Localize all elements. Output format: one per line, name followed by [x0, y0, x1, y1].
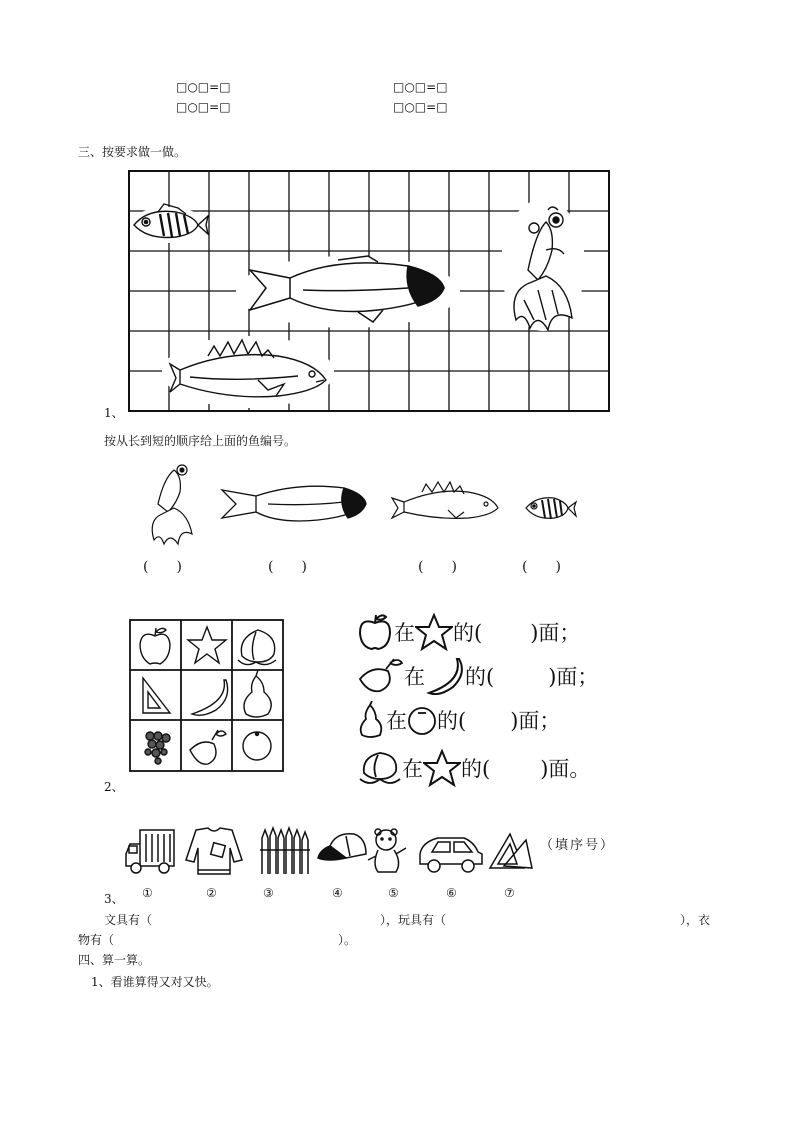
- order-blank-4[interactable]: ( ): [522, 559, 561, 575]
- triangle-ruler-icon: [143, 678, 170, 713]
- fish-grid: [128, 170, 610, 412]
- teddy-bear-icon: [368, 829, 406, 872]
- crayons-icon: [260, 828, 310, 874]
- item-number-2: ②: [206, 886, 217, 900]
- zai-text: 在: [404, 665, 425, 689]
- cap-icon: [318, 834, 366, 860]
- q3-label: 3、: [104, 892, 124, 906]
- orange-icon: [243, 732, 271, 760]
- toys-label: ），玩具有（: [380, 913, 447, 927]
- item-number-1: ①: [142, 886, 153, 900]
- q3-hint: （填序号）: [540, 838, 616, 853]
- orange-icon: [407, 701, 437, 739]
- peach-icon: [356, 749, 402, 787]
- apple-icon: [356, 613, 394, 651]
- set-square-icon: [490, 834, 532, 868]
- clothes-label-start: 物有（: [78, 933, 115, 947]
- sweater-icon: [186, 828, 242, 874]
- star-icon: [415, 613, 453, 651]
- spiny-fish-icon: [392, 482, 498, 518]
- q1-instruction: 按从长到短的顺序给上面的鱼编号。: [104, 434, 297, 448]
- zai-text: 在: [394, 621, 415, 645]
- long-fish-icon: [222, 486, 366, 521]
- banana-icon: [192, 680, 228, 715]
- equation-right-1: □○□=□: [393, 80, 448, 94]
- goldfish-icon: [152, 465, 192, 544]
- item-number-5: ⑤: [388, 886, 399, 900]
- sentence-3: [356, 700, 560, 740]
- pear-icon: [356, 701, 386, 739]
- fruit-grid: [128, 618, 286, 774]
- zai-text: 在: [402, 757, 423, 781]
- sentence-4: [356, 748, 590, 788]
- equation-right-2: □○□=□: [393, 100, 448, 114]
- apple-icon: [140, 628, 170, 664]
- truck-icon: [126, 830, 174, 873]
- end-text: )面；: [510, 709, 561, 733]
- star-icon: [188, 627, 226, 663]
- order-blank-2[interactable]: ( ): [268, 559, 307, 575]
- star-icon: [423, 749, 461, 787]
- stationery-label: 文具有（: [104, 913, 153, 927]
- clothes-label-end: ），衣: [680, 913, 711, 927]
- car-icon: [420, 838, 482, 872]
- sentence-2: [356, 656, 598, 696]
- section4-q1: 1、看谁算得又对又快。: [91, 975, 219, 989]
- mango-icon: [356, 657, 404, 695]
- de-text: 的(: [465, 665, 495, 689]
- position-sentences: [356, 612, 618, 792]
- items-row: [124, 824, 534, 880]
- item-number-4: ④: [332, 886, 343, 900]
- end-text: )面。: [540, 757, 591, 781]
- de-text: 的(: [453, 621, 483, 645]
- section4-title: 四、算一算。: [78, 953, 151, 967]
- peach-icon: [238, 630, 276, 665]
- section3-title: 三、按要求做一做。: [78, 145, 187, 159]
- item-number-6: ⑥: [446, 886, 457, 900]
- order-blank-3[interactable]: ( ): [418, 559, 457, 575]
- fish-order-row: [148, 458, 588, 548]
- q2-label: 2、: [104, 780, 124, 794]
- sentence-1: [356, 612, 580, 652]
- small-fish-icon: [526, 498, 576, 519]
- equation-left-2: □○□=□: [176, 100, 231, 114]
- equation-left-1: □○□=□: [176, 80, 231, 94]
- de-text: 的(: [437, 709, 467, 733]
- pear-icon: [244, 670, 271, 717]
- zai-text: 在: [386, 709, 407, 733]
- end-text: )面；: [530, 621, 581, 645]
- end-text: )面；: [548, 665, 599, 689]
- item-number-7: ⑦: [504, 886, 515, 900]
- banana-icon: [425, 657, 465, 695]
- de-text: 的(: [461, 757, 491, 781]
- grapes-icon: [145, 732, 170, 764]
- clothes-close: ）。: [338, 933, 357, 947]
- q1-label: 1、: [104, 406, 124, 420]
- order-blank-1[interactable]: ( ): [143, 559, 182, 575]
- mango-icon: [190, 730, 226, 764]
- item-number-3: ③: [263, 886, 274, 900]
